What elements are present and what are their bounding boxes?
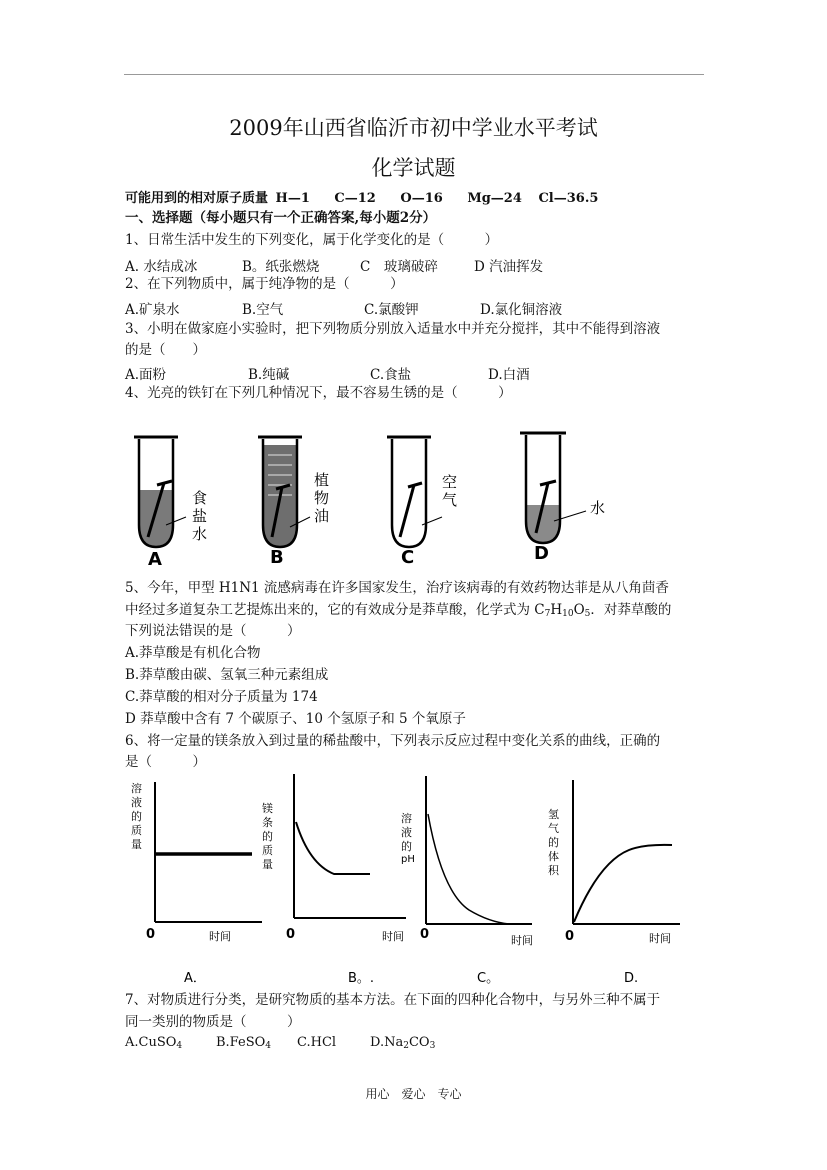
atomic-mass-o: O—16 (400, 191, 443, 206)
svg-text:镁: 镁 (262, 802, 273, 815)
svg-text:量: 量 (262, 858, 273, 871)
tube-a-label-3: 水 (192, 525, 208, 543)
q4-test-tubes-figure (120, 425, 620, 570)
atomic-mass-c: C—12 (334, 191, 376, 206)
tube-d-label-1: 水 (590, 499, 606, 517)
q7-option-b: B.FeSO$_4$ (216, 1035, 271, 1051)
tube-d-letter: D (534, 543, 549, 564)
tube-a-label-2: 盐 (192, 507, 208, 525)
tube-c (387, 437, 442, 547)
graph-a-origin: 0 (146, 927, 156, 942)
q4-stem: 4、光亮的铁钉在下列几种情况下，最不容易生锈的是（ ） (125, 385, 512, 401)
q3-option-b: B.纯碱 (248, 367, 290, 383)
svg-text:溶: 溶 (131, 782, 142, 795)
graph-c-origin: 0 (420, 927, 430, 942)
q6-line2: 是（ ） (125, 754, 206, 770)
svg-text:的: 的 (401, 840, 412, 853)
tube-b (258, 437, 310, 560)
q7-line2: 同一类别的物质是（ ） (125, 1014, 301, 1030)
svg-text:质: 质 (131, 824, 142, 837)
graph-c-caption: C。 (477, 971, 500, 986)
graph-b-origin: 0 (286, 927, 296, 942)
q3-option-c: C.食盐 (370, 367, 412, 383)
atomic-mass-cl: Cl—36.5 (538, 191, 599, 206)
q5-line1: 5、今年，甲型 H1N1 流感病毒在许多国家发生，治疗该病毒的有效药物达菲是从八角茴香 (125, 580, 669, 596)
page-footer: 用心 爱心 专心 (365, 1087, 462, 1101)
exam-subtitle: 化学试题 (371, 156, 456, 180)
q2-option-c: C.氯酸钾 (364, 302, 419, 318)
svg-text:质: 质 (262, 844, 273, 857)
graph-b-xlabel: 时间 (382, 930, 404, 943)
graph-d-origin: 0 (565, 929, 575, 944)
q5-option-d: D 莽草酸中含有 7 个碳原子、10 个氢原子和 5 个氧原子 (125, 711, 466, 727)
q5-line3: 下列说法错误的是（ ） (125, 623, 301, 639)
q7-option-c: C.HCl (297, 1035, 337, 1050)
svg-text:液: 液 (401, 826, 412, 839)
tube-b-letter: B (270, 547, 284, 568)
svg-text:的: 的 (131, 810, 142, 823)
svg-text:溶: 溶 (401, 812, 412, 825)
q1-option-d: D 汽油挥发 (474, 259, 544, 275)
svg-text:气: 气 (548, 822, 559, 835)
q5-option-c: C.莽草酸的相对分子质量为 174 (125, 689, 318, 705)
tube-a-label-1: 食 (192, 489, 208, 507)
exam-title: 2009年山西省临沂市初中学业水平考试 (229, 116, 598, 140)
q1-stem: 1、日常生活中发生的下列变化，属于化学变化的是（ ） (125, 232, 499, 248)
graph-a-xlabel: 时间 (209, 930, 231, 943)
svg-text:积: 积 (548, 864, 559, 877)
q3-option-d: D.白酒 (488, 367, 530, 383)
q3-stem-line2: 的是（ ） (125, 342, 206, 358)
q1-option-b: B。纸张燃烧 (242, 259, 320, 275)
svg-text:量: 量 (131, 838, 142, 851)
q2-stem: 2、在下列物质中，属于纯净物的是（ ） (125, 276, 404, 292)
q2-option-a: A.矿泉水 (125, 302, 180, 318)
q7-option-a: A.CuSO$_4$ (125, 1035, 183, 1051)
svg-text:氢: 氢 (548, 808, 559, 821)
atomic-mass-mg: Mg—24 (467, 191, 522, 206)
section1-heading: 一、选择题（每小题只有一个正确答案,每小题2分） (125, 210, 437, 226)
svg-text:条: 条 (262, 816, 273, 829)
graph-a-caption: A． (184, 971, 206, 986)
svg-text:体: 体 (548, 850, 559, 863)
graph-d (548, 780, 680, 945)
tube-b-label-1: 植 (314, 471, 330, 489)
tube-b-label-2: 物 (314, 489, 330, 507)
svg-text:液: 液 (131, 796, 142, 809)
graph-d-caption: D. (624, 971, 639, 986)
q1-option-c: C 玻璃破碎 (360, 259, 438, 275)
header-rule (124, 74, 704, 75)
q3-stem-line1: 3、小明在做家庭小实验时，把下列物质分别放入适量水中并充分搅拌，其中不能得到溶液 (125, 321, 661, 337)
q3-option-a: A.面粉 (125, 367, 167, 383)
svg-text:pH: pH (401, 854, 415, 865)
atomic-mass-line (125, 190, 598, 208)
graph-d-xlabel: 时间 (649, 932, 671, 945)
tube-c-label-2: 气 (442, 491, 458, 509)
q6-line1: 6、将一定量的镁条放入到过量的稀盐酸中，下列表示反应过程中变化关系的曲线，正确的 (125, 733, 661, 749)
graph-c (401, 776, 533, 947)
tube-a (134, 437, 186, 560)
q6-graphs-figure (124, 772, 704, 992)
graph-a (131, 781, 262, 943)
tube-c-letter: C (401, 547, 415, 568)
q7-line1: 7、对物质进行分类，是研究物质的基本方法。在下面的四种化合物中，与另外三种不属于 (125, 992, 661, 1008)
tube-a-letter: A (148, 549, 162, 570)
tube-d (520, 433, 586, 555)
q1-option-a: A. 水结成冰 (125, 259, 198, 275)
q2-option-d: D.氯化铜溶液 (480, 302, 563, 318)
q5-option-a: A.莽草酸是有机化合物 (125, 645, 261, 661)
graph-b (262, 774, 406, 943)
atomic-mass-h: H—1 (275, 191, 310, 206)
q7-option-d: $D.Na_2CO_3$ (370, 1035, 436, 1051)
svg-text:的: 的 (262, 830, 273, 843)
graph-b-caption: B。. (348, 971, 375, 986)
svg-text:的: 的 (548, 836, 559, 849)
tube-b-label-3: 油 (314, 507, 330, 525)
atomic-mass-label: 可能用到的相对原子质量 (125, 191, 269, 206)
graph-c-xlabel: 时间 (511, 934, 533, 947)
q2-option-b: B.空气 (242, 302, 284, 318)
q5-option-b: B.莽草酸由碳、氢氧三种元素组成 (125, 667, 329, 683)
q5-line2: 中经过多道复杂工艺提炼出来的，它的有效成分是莽草酸，化学式为 $C_7H_{10}O_5$．对莽草酸的 (125, 602, 672, 619)
tube-c-label-1: 空 (442, 473, 458, 491)
